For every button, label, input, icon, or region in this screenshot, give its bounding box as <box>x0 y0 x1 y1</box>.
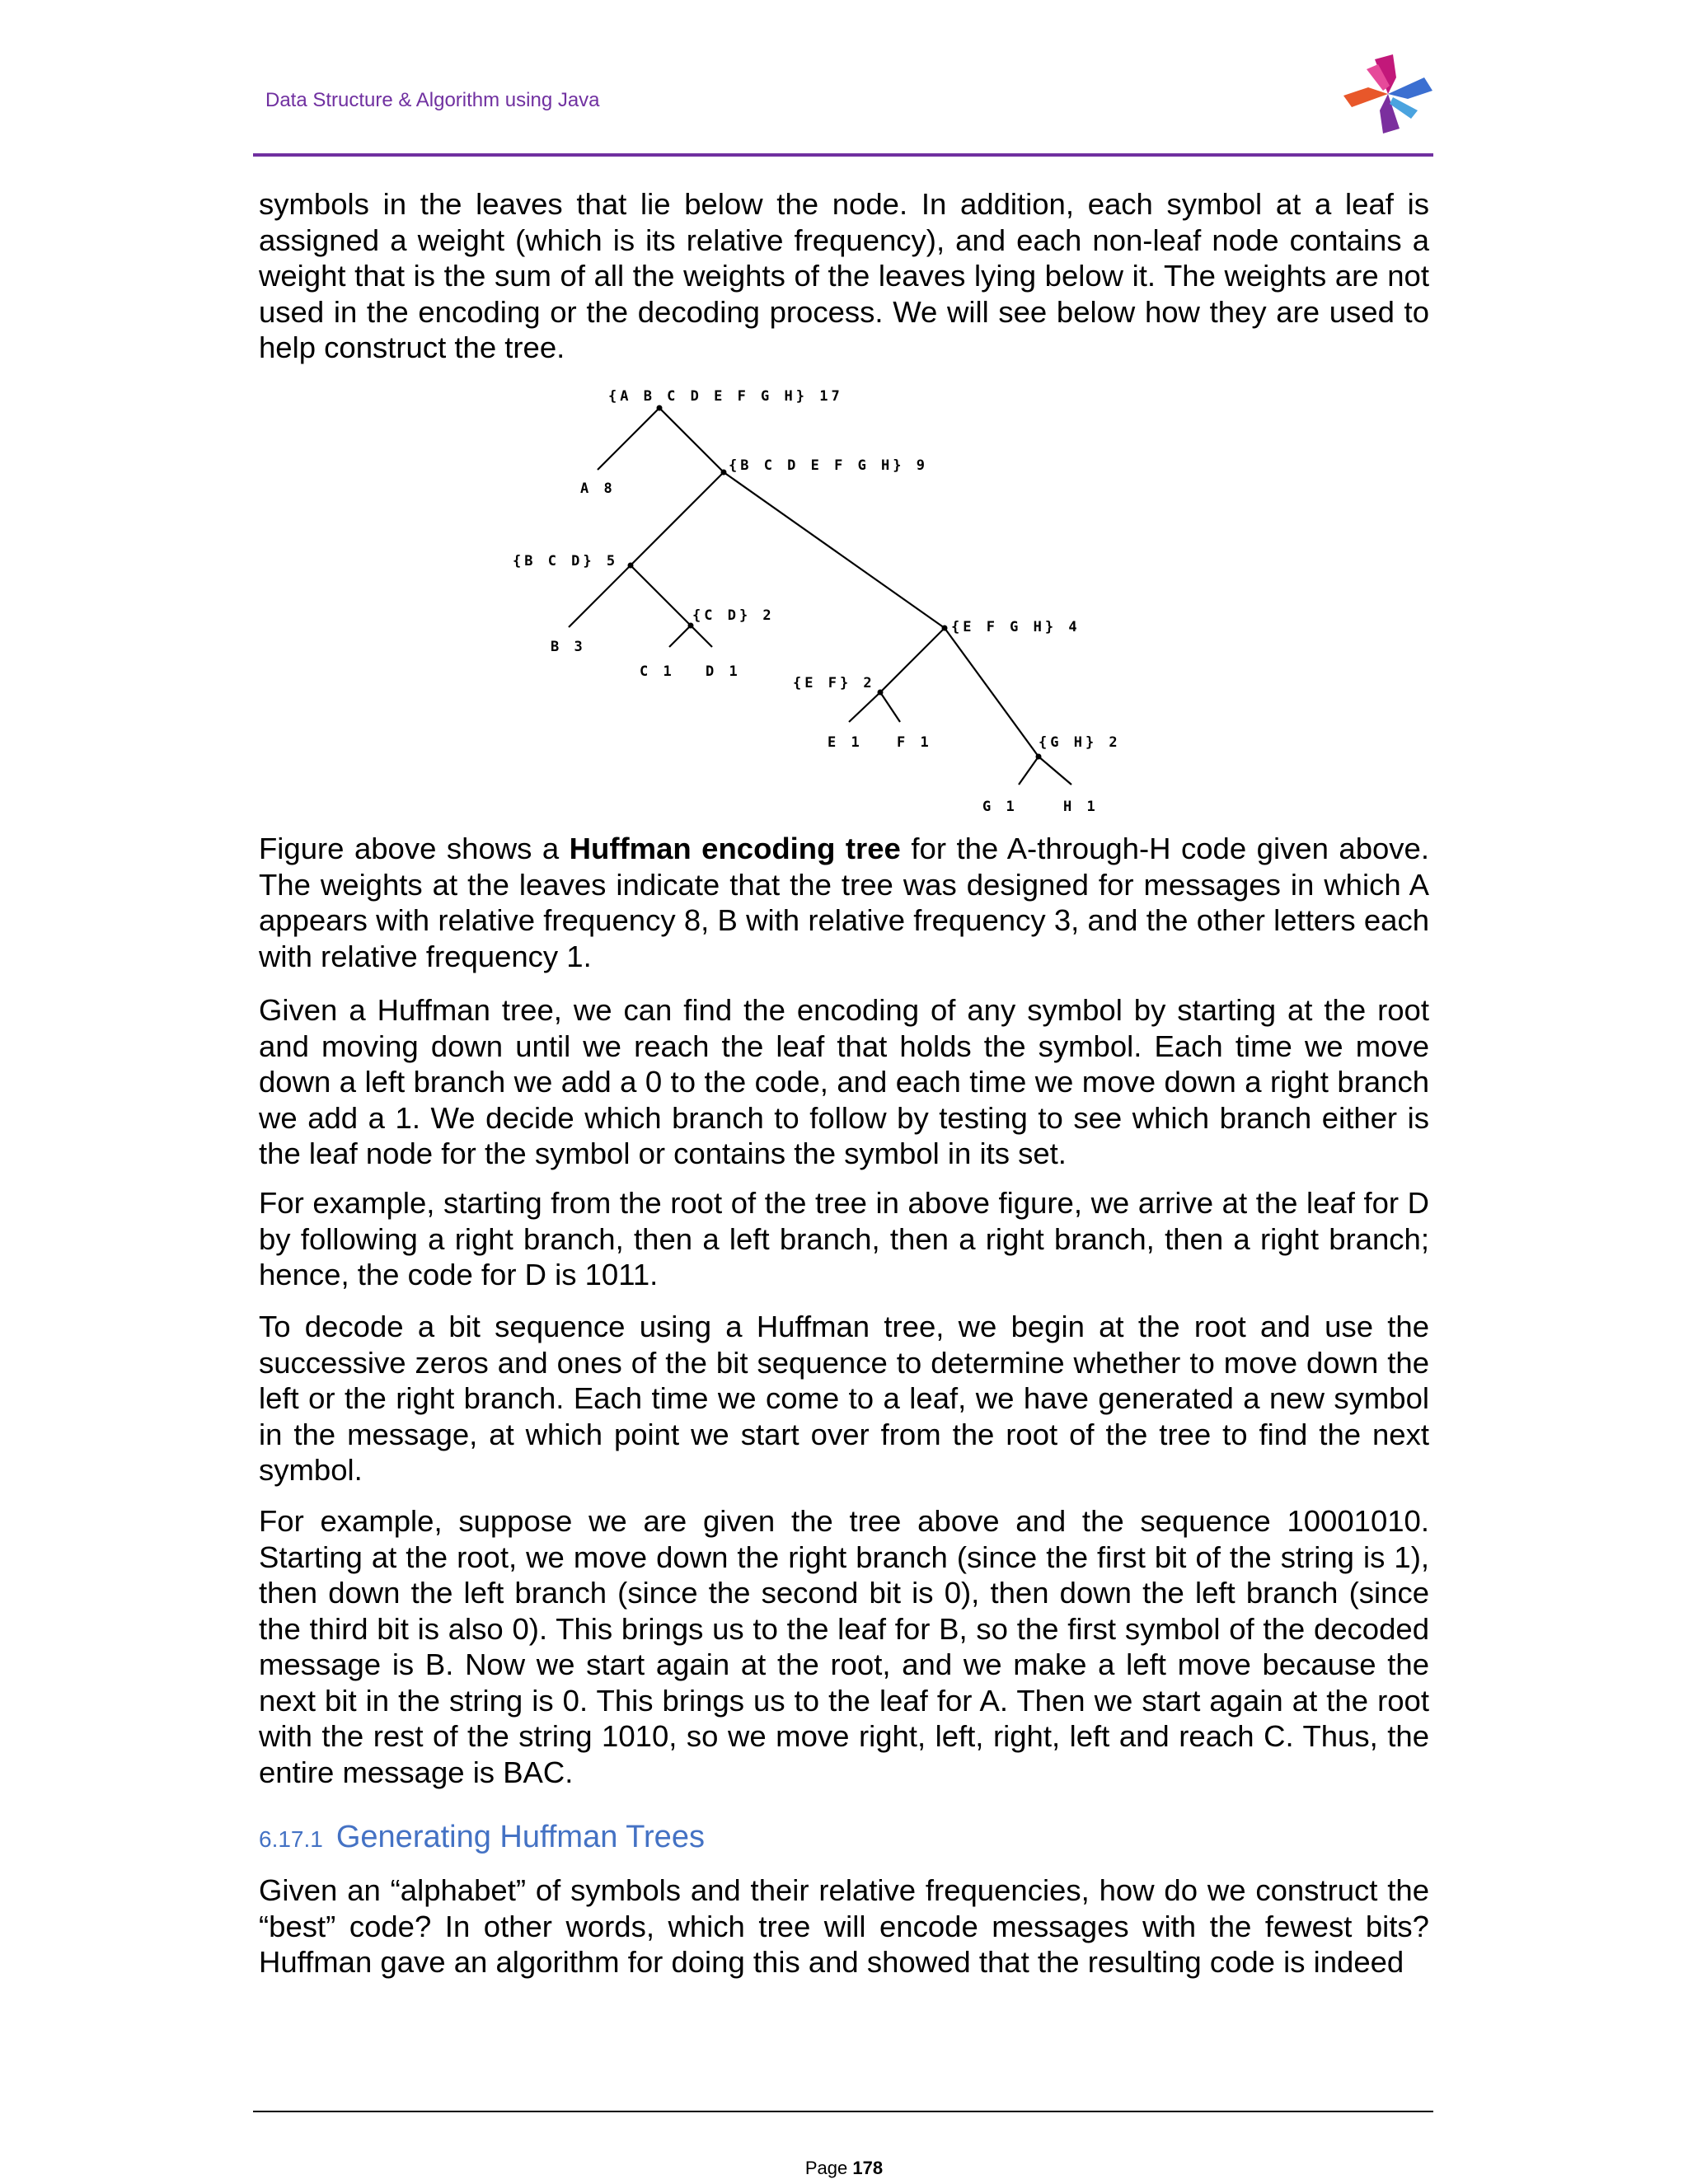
node-e-label: E 1 <box>828 734 863 751</box>
paragraph-6: For example, suppose we are given the tree above and the sequence 10001010. Starting at the root, we move down the right branch (since the first bit of the string is 1), then down the left branch (since the second bit is 0), then down the left branch (since the third bit is also 0). This brings us to the leaf for B, so the first symbol of the decoded message is B. Now we start again at the root, and we make a left move because the next bit in the string is 0. This brings us to the leaf for A. Then we start again at the root with the rest of the string 1010, so we move right, left, right, left and reach C. Thus, the entire message is BAC. <box>259 1504 1429 1789</box>
edge-bcdefgh-efgh <box>724 472 945 628</box>
footer-rule <box>253 2111 1433 2112</box>
paragraph-3: Given a Huffman tree, we can find the encoding of any symbol by starting at the root and moving down until we reach the leaf that holds the symbol. Each time we move down a left branch we add a 0 to the code, and each time we move down a right branch we add a 1. We decide which branch to follow by testing to see which branch either is the leaf node for the symbol or contains the symbol in its set. <box>259 993 1429 1170</box>
edge-cd-d <box>691 626 712 647</box>
running-header-title: Data Structure & Algorithm using Java <box>265 89 600 111</box>
node-bcd-label: {B C D} 5 <box>513 553 619 569</box>
node-b-label: B 3 <box>551 639 586 655</box>
paragraph-2-lead: Figure above shows a <box>259 832 570 865</box>
edge-gh-h <box>1039 757 1071 785</box>
paragraph-5: To decode a bit sequence using a Huffman tree, we begin at the root and use the successive zeros and ones of the bit sequence to determine whether to move down the left or the right branch. Each time we come to a leaf, we have generated a new symbol in the message, at which point we start over from the root of the tree to find the next symbol. <box>259 1310 1429 1487</box>
edge-bcd-b <box>569 565 631 627</box>
node-gh-label: {G H} 2 <box>1039 734 1121 751</box>
paragraph-4: For example, starting from the root of the tree in above figure, we arrive at the leaf for D by following a right branch, then a left branch, then a right branch, then a right branch; hence, the code for D is 1011. <box>259 1186 1429 1291</box>
paragraph-2 <box>259 831 1429 974</box>
huffman-tree-figure <box>495 381 1121 818</box>
edge-root-a <box>598 408 659 470</box>
page-footer <box>0 2158 1688 2179</box>
node-a-label: A 8 <box>580 480 616 497</box>
pinwheel-logo-icon <box>1342 53 1434 135</box>
paragraph-7: Given an “alphabet” of symbols and their relative frequencies, how do we construct the “best” code? In other words, which tree will encode messages with the fewest bits? Huffman gave an algorithm for doing this and showed that the resulting code is indeed <box>259 1873 1429 1979</box>
edge-root-bcdefgh <box>659 408 724 472</box>
node-g-label: G 1 <box>982 799 1018 815</box>
edge-bcdefgh-bcd <box>631 472 724 565</box>
edge-gh-g <box>1019 757 1039 785</box>
section-title: Generating Huffman Trees <box>335 1820 705 1854</box>
huffman-encoding-tree-term: Huffman encoding tree <box>569 832 901 865</box>
node-root-label: {A B C D E F G H} 17 <box>608 388 843 405</box>
node-f-label: F 1 <box>897 734 932 751</box>
edge-efgh-gh <box>945 628 1039 757</box>
edge-ef-e <box>849 692 880 722</box>
node-c-label: C 1 <box>640 663 675 680</box>
node-efgh-label: {E F G H} 4 <box>951 619 1081 635</box>
node-h-label: H 1 <box>1063 799 1099 815</box>
node-ef-label: {E F} 2 <box>793 675 875 691</box>
section-heading <box>259 1820 705 1855</box>
paragraph-1: symbols in the leaves that lie below the node. In addition, each symbol at a leaf is assigned a weight (which is its relative frequency), and each non-leaf node contains a weight that is the sum of all the weights of the leaves lying below it. The weights are not used in the encoding or the decoding process. We will see below how they are used to help construct the tree. <box>259 187 1429 364</box>
section-number: 6.17.1 <box>259 1826 323 1852</box>
edge-ef-f <box>880 692 900 722</box>
node-cd-label: {C D} 2 <box>692 607 775 624</box>
node-d-label: D 1 <box>706 663 741 680</box>
edge-efgh-ef <box>880 628 945 692</box>
paragraph-2-rest: for the A-through-H code given above. The weights at the leaves indicate that the tree was designed for messages in which A appears with relative frequency 8, B with relative frequency 3, and the other letters each with relative frequency 1. <box>259 832 1429 973</box>
edge-bcd-cd <box>631 565 691 626</box>
page-number: 178 <box>852 2158 884 2178</box>
header-rule <box>253 153 1433 157</box>
edge-cd-c <box>669 626 691 647</box>
node-bcdefgh-label: {B C D E F G H} 9 <box>729 457 928 474</box>
page-label: Page <box>804 2158 848 2178</box>
